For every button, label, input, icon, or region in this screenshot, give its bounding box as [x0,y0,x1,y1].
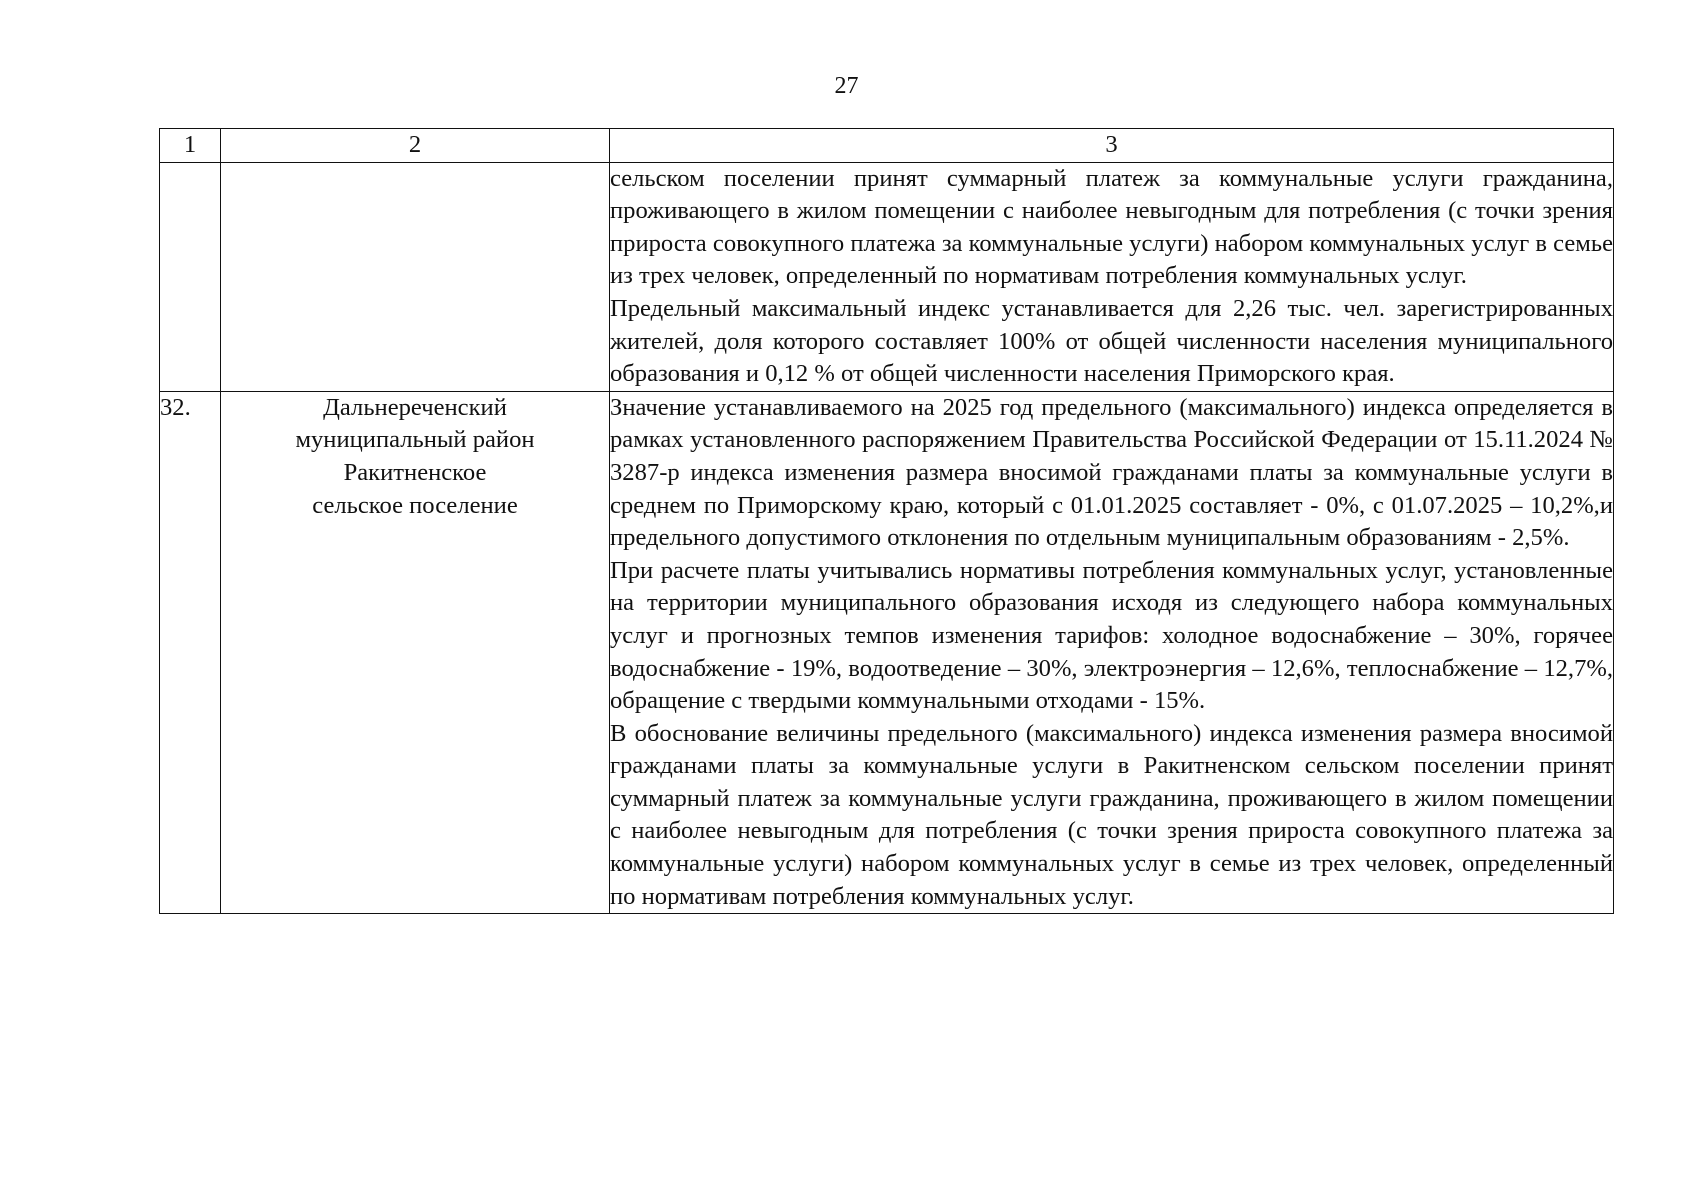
row-number [160,162,221,391]
municipality-name-line: муниципальный район [295,426,535,454]
row-description [610,162,1614,391]
municipality-name-line: сельское поселение [312,491,518,519]
page-number: 27 [834,73,859,99]
description-paragraph: сельском поселении принят суммарный платеж за коммунальные услуги гражданина, проживающего в жилом помещении с наиболее невыгодным для потребления (с точки зрения прироста совокупного платежа за коммунальные услуги) набором коммунальных услуг в семье из трех человек, определенный по нормативам потребления коммунальных услуг. [610,164,1613,290]
municipality-name [221,391,610,914]
table-row-32 [160,391,1614,914]
column-header-3: 3 [610,129,1614,163]
description-paragraph: Предельный максимальный индекс устанавливается для 2,26 тыс. чел. зарегистрированных жителей, доля которого составляет 100% от общей численности населения муниципального образования и 0,12 % от общей численности населения Приморского края. [610,294,1613,388]
description-paragraph: Значение устанавливаемого на 2025 год предельного (максимального) индекса определяется в рамках установленного распоряжением Правительства Российской Федерации от 15.11.2024 № 3287-р индекса изменения размера вносимой гражданами платы за коммунальные услуги в среднем по Приморскому краю, который с 01.01.2025 составляет - 0%, с 01.07.2025 – 10,2%,и предельного допустимого отклонения по отдельным муниципальным образованиям - 2,5%. [610,393,1613,552]
municipality-name-line: Ракитненское [343,458,487,486]
row-description [610,391,1614,914]
document-table [159,128,1614,914]
table-header-row [160,129,1614,163]
municipality-name-line: Дальнереченский [323,393,507,421]
column-header-1: 1 [160,129,221,163]
column-header-2: 2 [221,129,610,163]
table-row-continuation [160,162,1614,391]
municipality-name [221,162,610,391]
description-paragraph: В обоснование величины предельного (максимального) индекса изменения размера вносимой гражданами платы за коммунальные услуги в Ракитненском сельском поселении принят суммарный платеж за коммунальные услуги гражданина, проживающего в жилом помещении с наиболее невыгодным для потребления (с точки зрения прироста совокупного платежа за коммунальные услуги) набором коммунальных услуг в семье из трех человек, определенный по нормативам потребления коммунальных услуг. [610,719,1613,910]
description-paragraph: При расчете платы учитывались нормативы потребления коммунальных услуг, установленные на территории муниципального образования исходя из следующего набора коммунальных услуг и прогнозных темпов изменения тарифов: холодное водоснабжение – 30%, горячее водоснабжение - 19%, водоотведение – 30%, электроэнергия – 12,6%, теплоснабжение – 12,7%, обращение с твердыми коммунальными отходами - 15%. [610,556,1613,715]
row-number: 32. [160,391,221,914]
